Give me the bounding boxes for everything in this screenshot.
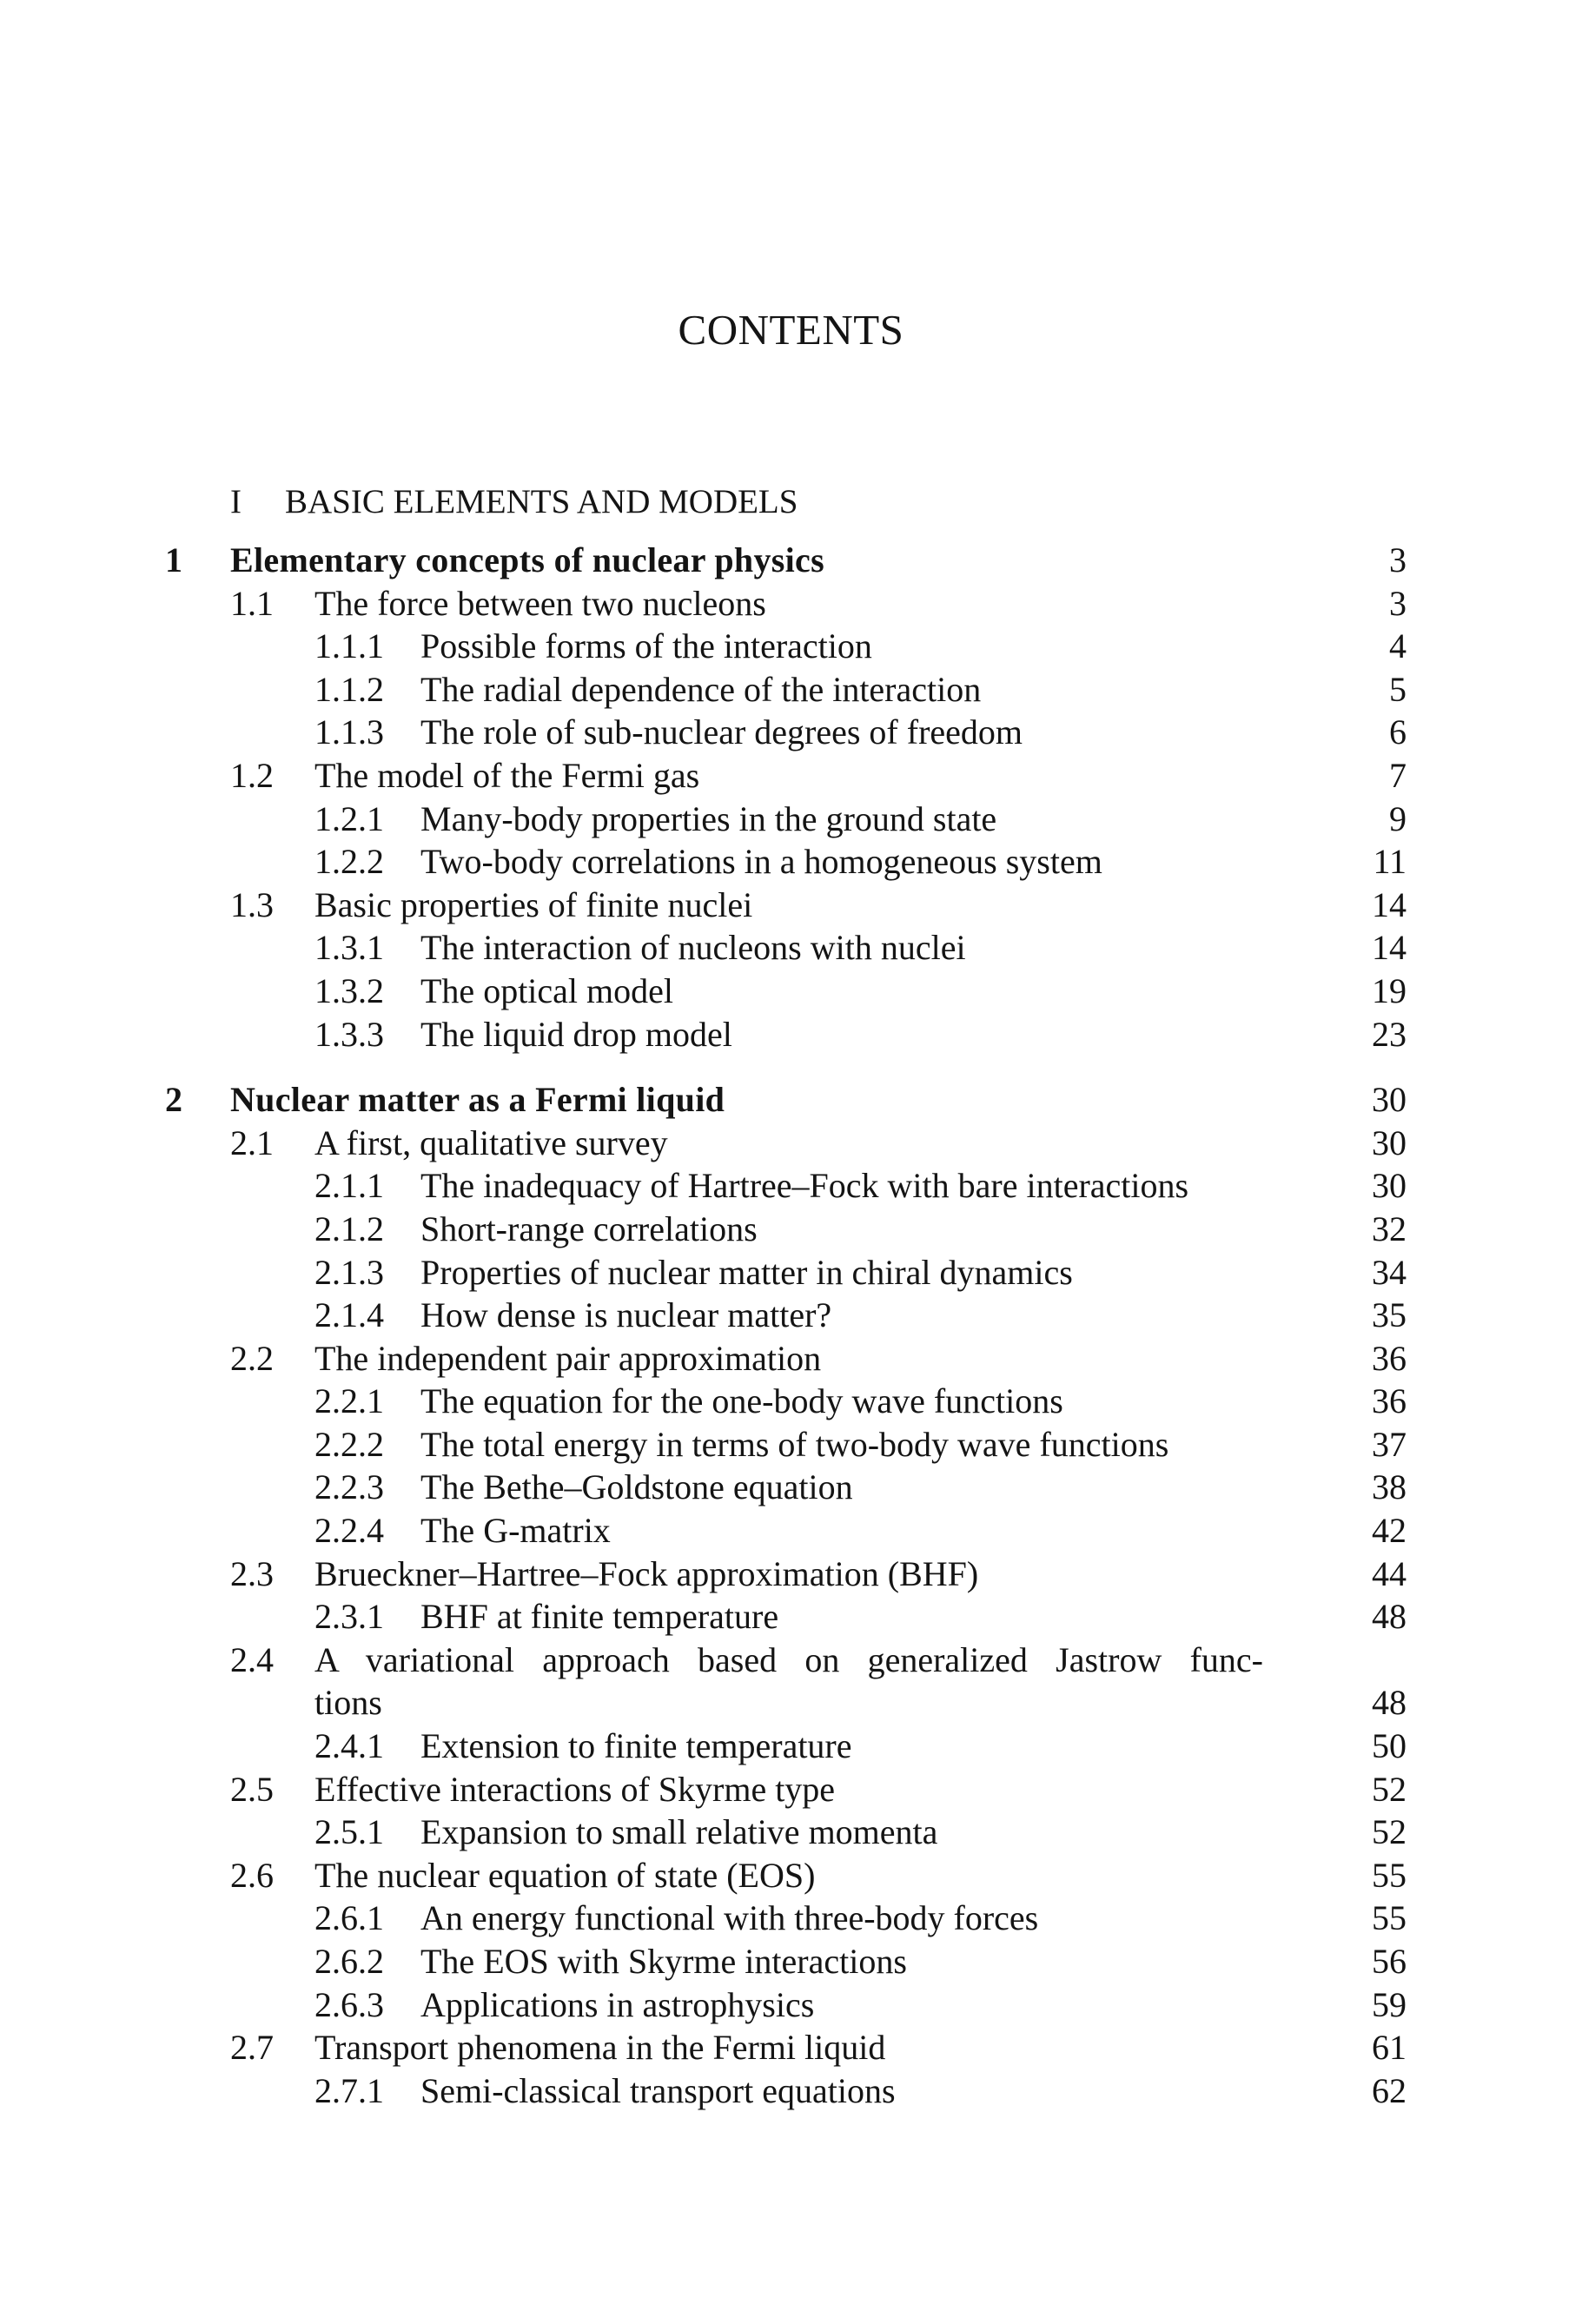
entry-page-number: 50 — [1372, 1726, 1407, 1766]
entry-number: 1.3 — [230, 884, 274, 924]
toc-continuation-row[interactable] — [0, 1681, 1582, 1725]
entry-page-number: 59 — [1372, 1984, 1407, 2024]
table-of-contents — [0, 539, 1582, 2112]
entry-number: 2.1.3 — [314, 1252, 384, 1292]
entry-title: Two-body correlations in a homogeneous system — [420, 842, 1102, 882]
entry-title: Applications in astrophysics — [420, 1984, 815, 2024]
entry-number: 2.6 — [230, 1855, 274, 1895]
toc-section-row[interactable] — [0, 2026, 1582, 2069]
toc-subsection-row[interactable] — [0, 1294, 1582, 1337]
entry-page-number: 61 — [1372, 2028, 1407, 2068]
entry-number: 2.1.4 — [314, 1295, 384, 1335]
entry-page-number: 30 — [1372, 1122, 1407, 1162]
entry-page-number: 30 — [1372, 1080, 1407, 1120]
entry-page-number: 36 — [1372, 1381, 1407, 1421]
entry-title: Transport phenomena in the Fermi liquid — [314, 2028, 886, 2068]
toc-subsection-row[interactable] — [0, 711, 1582, 754]
part-title: BASIC ELEMENTS AND MODELS — [285, 483, 798, 520]
entry-number: 1.3.2 — [314, 970, 384, 1010]
entry-number: 1.3.1 — [314, 928, 384, 968]
toc-subsection-row[interactable] — [0, 840, 1582, 884]
entry-page-number: 62 — [1372, 2070, 1407, 2110]
entry-page-number: 52 — [1372, 1812, 1407, 1852]
entry-title: tions — [314, 1683, 382, 1723]
toc-subsection-row[interactable] — [0, 1897, 1582, 1940]
entry-title: Short-range correlations — [420, 1208, 758, 1248]
toc-subsection-row[interactable] — [0, 1595, 1582, 1639]
entry-title: The model of the Fermi gas — [314, 755, 700, 795]
toc-chapter-row[interactable] — [0, 1078, 1582, 1122]
toc-subsection-row[interactable] — [0, 970, 1582, 1013]
toc-subsection-row[interactable] — [0, 2069, 1582, 2113]
toc-subsection-row[interactable] — [0, 1164, 1582, 1208]
toc-section-row[interactable] — [0, 1639, 1582, 1682]
page-title: CONTENTS — [678, 306, 904, 354]
entry-title: The role of sub-nuclear degrees of freedom — [420, 712, 1023, 752]
entry-title: Possible forms of the interaction — [420, 626, 872, 666]
entry-page-number: 35 — [1372, 1295, 1407, 1335]
entry-number: 2.5.1 — [314, 1812, 384, 1852]
toc-section-row[interactable] — [0, 1854, 1582, 1897]
entry-title: The independent pair approximation — [314, 1338, 822, 1378]
toc-section-row[interactable] — [0, 582, 1582, 626]
entry-title: The Bethe–Goldstone equation — [420, 1467, 853, 1507]
entry-number: 2.2 — [230, 1338, 274, 1378]
entry-number: 2.7.1 — [314, 2070, 384, 2110]
entry-number: 2.2.2 — [314, 1424, 384, 1464]
toc-section-row[interactable] — [0, 884, 1582, 927]
entry-title: BHF at finite temperature — [420, 1597, 779, 1637]
entry-page-number: 14 — [1372, 928, 1407, 968]
entry-page-number: 55 — [1372, 1898, 1407, 1938]
entry-title: The optical model — [420, 970, 674, 1010]
entry-page-number: 4 — [1389, 626, 1407, 666]
entry-title: The inadequacy of Hartree–Fock with bare interactions — [420, 1166, 1189, 1206]
entry-page-number: 5 — [1389, 669, 1407, 709]
entry-title: Extension to finite temperature — [420, 1726, 852, 1766]
toc-subsection-row[interactable] — [0, 1208, 1582, 1251]
entry-number: 2.1.2 — [314, 1208, 384, 1248]
entry-title: How dense is nuclear matter? — [420, 1295, 832, 1335]
entry-title: The force between two nucleons — [314, 583, 766, 623]
entry-page-number: 36 — [1372, 1338, 1407, 1378]
entry-page-number: 32 — [1372, 1208, 1407, 1248]
toc-subsection-row[interactable] — [0, 926, 1582, 970]
entry-number: 2.6.2 — [314, 1942, 384, 1981]
entry-title: Expansion to small relative momenta — [420, 1812, 938, 1852]
entry-page-number: 23 — [1372, 1014, 1407, 1054]
entry-number: 2.1 — [230, 1122, 274, 1162]
entry-page-number: 34 — [1372, 1252, 1407, 1292]
entry-page-number: 37 — [1372, 1424, 1407, 1464]
toc-subsection-row[interactable] — [0, 1940, 1582, 1983]
entry-number: 2.4 — [230, 1639, 274, 1679]
entry-number: 1.2.2 — [314, 842, 384, 882]
entry-page-number: 38 — [1372, 1467, 1407, 1507]
entry-number: 2.5 — [230, 1769, 274, 1809]
entry-number: 2.1.1 — [314, 1166, 384, 1206]
entry-page-number: 9 — [1389, 798, 1407, 838]
entry-page-number: 44 — [1372, 1553, 1407, 1593]
entry-number: 2.3.1 — [314, 1597, 384, 1637]
entry-title: The interaction of nucleons with nuclei — [420, 928, 966, 968]
toc-subsection-row[interactable] — [0, 1423, 1582, 1467]
entry-page-number: 3 — [1389, 583, 1407, 623]
toc-subsection-row[interactable] — [0, 1380, 1582, 1423]
entry-title: The liquid drop model — [420, 1014, 732, 1054]
part-number: I — [230, 483, 242, 520]
entry-page-number: 14 — [1372, 884, 1407, 924]
entry-number: 1.1.3 — [314, 712, 384, 752]
entry-number: 2.3 — [230, 1553, 274, 1593]
entry-page-number: 19 — [1372, 970, 1407, 1010]
toc-chapter-row[interactable] — [0, 539, 1582, 582]
entry-title: A variational approach based on generalized Jastrow func- — [314, 1639, 1263, 1679]
entry-page-number: 30 — [1372, 1166, 1407, 1206]
entry-number: 1.1.2 — [314, 669, 384, 709]
entry-page-number: 48 — [1372, 1597, 1407, 1637]
entry-page-number: 7 — [1389, 755, 1407, 795]
entry-number: 2.2.1 — [314, 1381, 384, 1421]
entry-page-number: 42 — [1372, 1511, 1407, 1551]
entry-number: 1.2.1 — [314, 798, 384, 838]
entry-page-number: 55 — [1372, 1855, 1407, 1895]
toc-subsection-row[interactable] — [0, 1251, 1582, 1294]
entry-number: 2.7 — [230, 2028, 274, 2068]
entry-number: 1.1 — [230, 583, 274, 623]
entry-number: 2 — [165, 1080, 182, 1120]
entry-title: Basic properties of finite nuclei — [314, 884, 753, 924]
entry-number: 1.3.3 — [314, 1014, 384, 1054]
toc-section-row[interactable] — [0, 1768, 1582, 1811]
entry-title: The EOS with Skyrme interactions — [420, 1942, 907, 1981]
chapter-gap — [0, 1056, 1582, 1078]
entry-number: 2.2.4 — [314, 1511, 384, 1551]
part-heading — [230, 485, 798, 519]
entry-title: The radial dependence of the interaction — [420, 669, 982, 709]
entry-page-number: 11 — [1373, 842, 1407, 882]
entry-title: The equation for the one-body wave functions — [420, 1381, 1063, 1421]
toc-subsection-row[interactable] — [0, 1811, 1582, 1854]
entry-title: Many-body properties in the ground state — [420, 798, 997, 838]
entry-title: The G-matrix — [420, 1511, 611, 1551]
entry-number: 1.2 — [230, 755, 274, 795]
toc-subsection-row[interactable] — [0, 1509, 1582, 1553]
entry-page-number: 48 — [1372, 1683, 1407, 1723]
entry-title: Elementary concepts of nuclear physics — [230, 540, 824, 579]
toc-subsection-row[interactable] — [0, 1983, 1582, 2027]
entry-title: An energy functional with three-body forces — [420, 1898, 1039, 1938]
toc-subsection-row[interactable] — [0, 668, 1582, 712]
entry-page-number: 52 — [1372, 1769, 1407, 1809]
entry-title: Effective interactions of Skyrme type — [314, 1769, 836, 1809]
entry-page-number: 3 — [1389, 540, 1407, 579]
entry-page-number: 6 — [1389, 712, 1407, 752]
toc-subsection-row[interactable] — [0, 625, 1582, 668]
entry-title: Brueckner–Hartree–Fock approximation (BHF) — [314, 1553, 979, 1593]
entry-number: 1 — [165, 540, 182, 579]
toc-section-row[interactable] — [0, 1122, 1582, 1165]
entry-title: A first, qualitative survey — [314, 1122, 668, 1162]
toc-subsection-row[interactable] — [0, 1013, 1582, 1056]
entry-number: 2.6.1 — [314, 1898, 384, 1938]
entry-title: Semi-classical transport equations — [420, 2070, 896, 2110]
entry-title: Nuclear matter as a Fermi liquid — [230, 1080, 725, 1120]
entry-title: The nuclear equation of state (EOS) — [314, 1855, 816, 1895]
entry-number: 2.4.1 — [314, 1726, 384, 1766]
toc-section-row[interactable] — [0, 1337, 1582, 1380]
entry-number: 2.6.3 — [314, 1984, 384, 2024]
entry-number: 1.1.1 — [314, 626, 384, 666]
entry-page-number: 56 — [1372, 1942, 1407, 1981]
toc-subsection-row[interactable] — [0, 1725, 1582, 1768]
toc-section-row[interactable] — [0, 1553, 1582, 1596]
entry-number: 2.2.3 — [314, 1467, 384, 1507]
toc-subsection-row[interactable] — [0, 798, 1582, 841]
entry-title: The total energy in terms of two-body wave functions — [420, 1424, 1169, 1464]
toc-section-row[interactable] — [0, 754, 1582, 798]
toc-subsection-row[interactable] — [0, 1466, 1582, 1509]
entry-title: Properties of nuclear matter in chiral dynamics — [420, 1252, 1073, 1292]
